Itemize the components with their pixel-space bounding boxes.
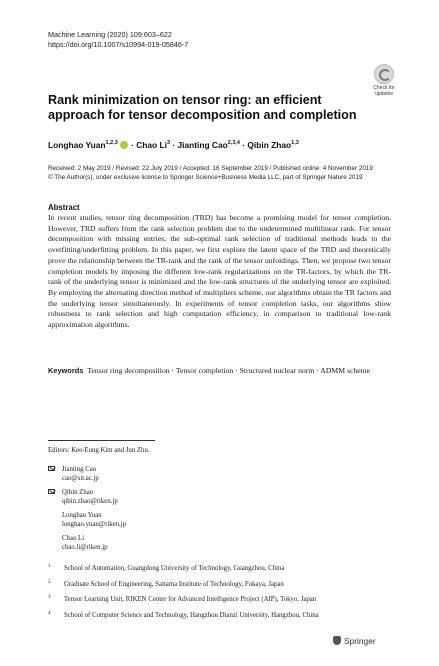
doi-link[interactable]: https://doi.org/10.1007/s10994-019-05846-7 [48,39,189,49]
contact-email[interactable]: qibin.zhao@riken.jp [62,498,118,505]
affiliation-item [48,564,393,573]
keywords-label: Keywords [48,366,84,375]
keywords [48,366,391,377]
affiliation-text: Graduate School of Engineering, Saitama Institute of Technology, Fukaya, Japan [64,580,284,588]
journal-header [48,30,188,49]
envelope-icon [48,466,55,471]
author-name: Longhao Yuan [48,139,106,150]
author-separator: · [128,139,137,150]
contact-name: Longhao Yuan [62,512,102,519]
publisher-logo [333,636,376,646]
author-name: Qibin Zhao [247,139,292,150]
contact-name: Jianting Cao [62,466,97,473]
author-affiliation-sup: 1,3 [291,140,299,146]
author-list [48,138,388,151]
author-affiliation-sup: 3 [166,140,171,146]
author-separator: · [239,139,248,150]
envelope-icon [48,489,55,494]
copyright-line: © The Author(s), under exclusive licence to Springer Science+Business Media LLC, part of Springer Nature 2019 [48,174,363,181]
contact-item [48,488,298,506]
affiliation-text: School of Computer Science and Technology, Hangzhou Dianzi University, Hangzhou, China [64,611,319,619]
abstract-heading: Abstract [48,203,80,212]
check-for-updates-icon [374,64,394,84]
affiliation-number: 4 [48,609,51,616]
affiliation-item [48,580,393,589]
affiliation-number: 2 [48,578,51,585]
author-name: Jianting Cao [177,139,228,150]
keywords-text: Tensor ring decomposition · Tensor completion · Structured nuclear norm · ADMM scheme [87,366,371,375]
editors-note: Editors: Kee-Eung Kim and Jun Zhu. [48,447,150,454]
orcid-icon[interactable] [120,141,128,149]
abstract-text: In recent studies, tensor ring decomposition (TRD) has become a promising model for tensor completion. However, TRD suffers from the rank selection problem due to the undetermined multilinear rank. For tensor decomposition with missing entries, the sub-optimal rank selection of traditional methods leads to the overfitting/underfitting problem. In this paper, we first explore the latent space of the TRD and theoretically prove the relationship between the TR-rank and the rank of the tensor unfoldings. Then, we propose two tensor completion models by imposing the different low-rank regularizations on the TR-factors, by which the TR-rank of the underlying tensor is minimized and the low-rank structures of the underlying tensor are exploited. By employing the alternating direction method of multipliers scheme, our algorithms obtain the TR factors and the underlying tensor simultaneously. In experiments of tensor completion tasks, our algorithms show robustness to rank selection and high computation efficiency, in comparison to traditional low-rank approximation algorithms. [48,213,391,330]
badge-line-2: updates [375,90,393,97]
affiliation-text: School of Automation, Guangdong University of Technology, Guangzhou, China [64,565,285,572]
author-affiliation-sup: 1,2,3 [105,140,118,146]
affiliation-item [48,611,393,620]
author-name: Chao Li [136,139,167,150]
contact-item [48,465,298,483]
affiliation-text: Tensor Learning Unit, RIKEN Center for Advanced Intelligence Project (AIP), Tokyo, Japan [64,596,317,604]
badge-line-1: Check for [373,85,395,91]
footnote-divider [48,440,155,441]
contact-item [48,534,298,552]
check-for-updates-badge[interactable] [370,64,398,97]
springer-horse-icon [333,636,341,645]
contact-email[interactable]: cao@sit.ac.jp [62,475,99,482]
publication-dates [48,164,393,182]
contact-list [48,465,298,557]
contact-email[interactable]: chao.li@riken.jp [62,544,108,551]
affiliation-item [48,595,393,604]
affiliation-number: 3 [48,594,51,601]
author-separator: · [170,139,178,150]
paper-title: Rank minimization on tensor ring: an efficient approach for tensor decomposition and completion [48,93,357,122]
contact-email[interactable]: longhao.yuan@riken.jp [62,521,127,528]
contact-name: Chao Li [62,535,85,542]
author-affiliation-sup: 2,3,4 [227,140,240,146]
affiliation-list [48,564,393,626]
affiliation-number: 1 [48,563,51,569]
publisher-name: Springer [344,636,376,646]
contact-name: Qibin Zhao [62,489,94,496]
contact-item [48,511,298,529]
journal-citation: Machine Learning (2020) 109:603–622 [48,30,172,39]
history-dates: Received: 2 May 2019 / Revised: 22 July 2019 / Accepted: 16 September 2019 / Published online: 4 November 2019 [48,165,373,172]
